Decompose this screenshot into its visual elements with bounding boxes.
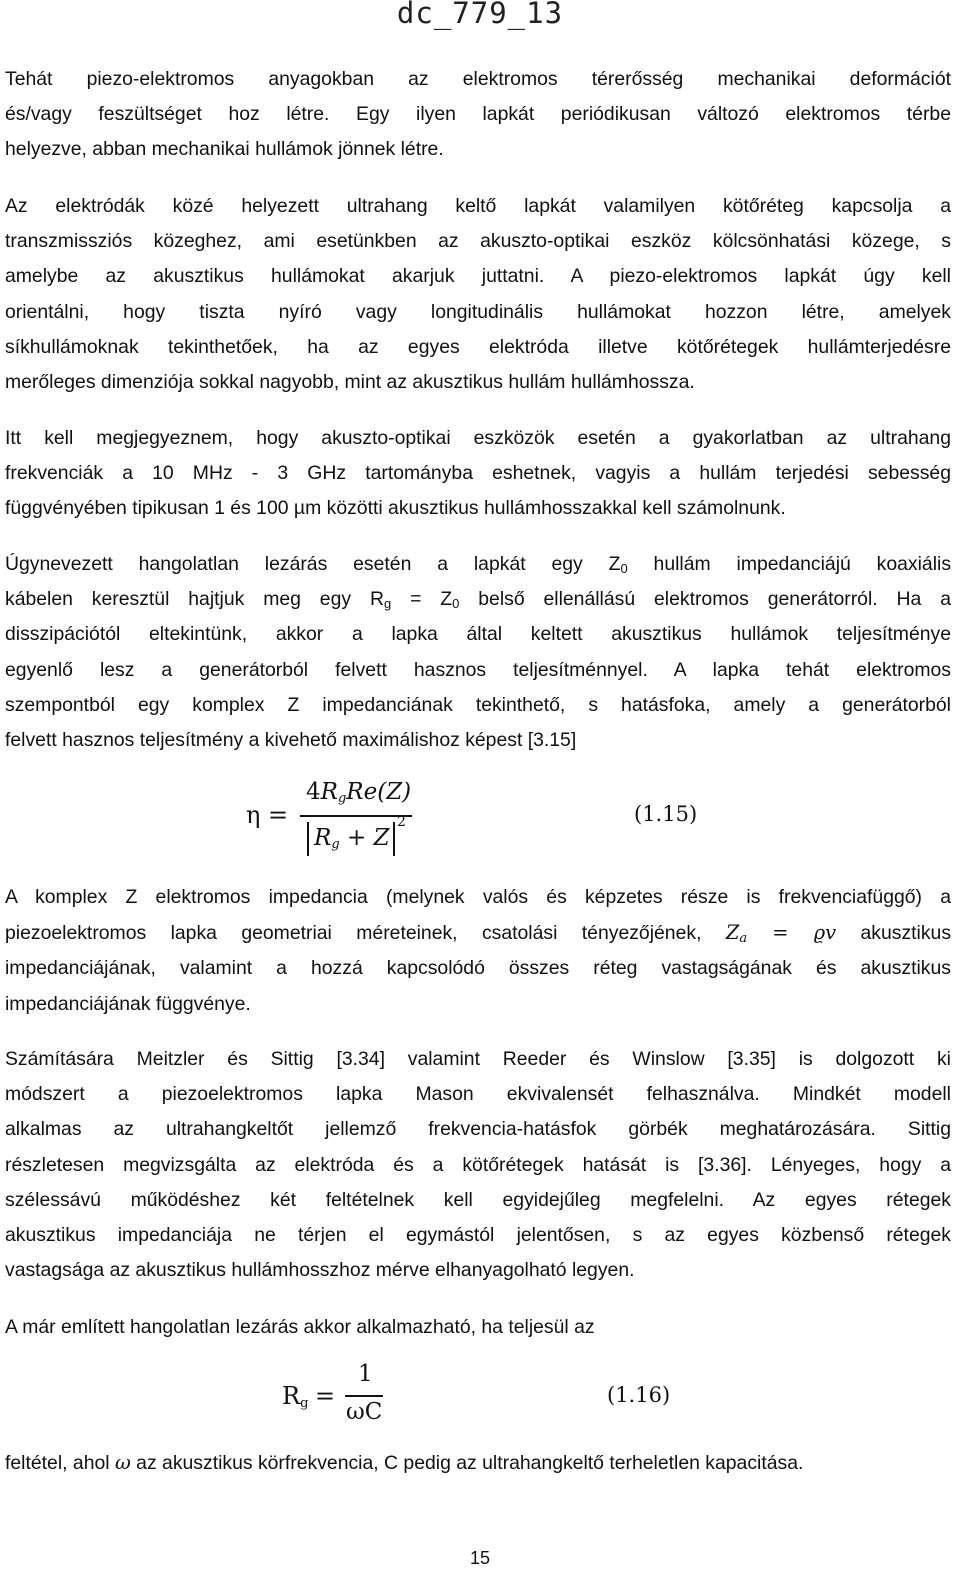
text-segment: akusztikus [860, 922, 952, 945]
eq-denominator: ωC [346, 1399, 383, 1425]
subscript: 0 [452, 596, 460, 612]
paragraph-7 [5, 1310, 951, 1345]
eq-exponent: 2 [397, 814, 406, 830]
eq-symbol: R [282, 1382, 301, 1410]
text-line: felvett hasznos teljesítmény a kivehető maximálishoz képest [3.15] [5, 729, 577, 752]
eq-denominator [314, 825, 390, 851]
eq-coef: 4 [306, 779, 321, 805]
text-line: síkhullámoknak tekinthetőek, ha az egyes elektróda illetve kötőrétegek hullámterjedésre [5, 335, 951, 358]
paragraph-4 [5, 547, 951, 758]
text-line [5, 582, 951, 617]
text-line [5, 1445, 951, 1481]
eq-subscript: g [300, 1396, 309, 1411]
paragraph-1 [5, 62, 951, 168]
text-segment: hullám impedanciájú koaxiális [627, 553, 952, 575]
text-segment: belső ellenállású elektromos generátorról. Ha a [459, 588, 951, 611]
text-segment: piezoelektromos lapka geometriai méreteinek, csatolási tényezőjének, [5, 922, 702, 945]
text-segment: Úgynevezett hangolatlan lezárás esetén a lapkát egy Z [5, 553, 621, 575]
inline-math [725, 921, 837, 947]
paragraph-2 [5, 189, 951, 400]
text-line: transzmissziós közeghez, ami esetünkben az akuszto-optikai eszköz kölcsönhatási közege, s [5, 230, 951, 253]
text-line: szélessávú működéshez két feltételnek kell egyidejűleg megfelelni. Az egyes rétegek [5, 1188, 951, 1211]
text-line [5, 915, 951, 951]
text-line: részletesen megvizsgálta az elektróda és a kötőrétegek hatását is [3.36]. Lényeges, hogy a [5, 1153, 951, 1176]
paragraph-6 [5, 1042, 951, 1288]
text-line: A komplex Z elektromos impedancia (melynek valós és képzetes része is frekvenciafüggő) a [5, 886, 951, 908]
text-segment: = Z [391, 588, 453, 611]
eq-numerator [306, 779, 411, 805]
eq-numerator: 1 [358, 1361, 373, 1387]
text-line: amelybe az akusztikus hullámokat akarjuk juttatni. A piezo-elektromos lapkát úgy kell [5, 265, 951, 288]
math-subscript: a [739, 931, 748, 947]
eq-lhs: η = [246, 801, 289, 829]
eq-subscript: g [331, 837, 340, 852]
text-line: akusztikus impedanciája ne térjen el egymástól jelentősen, s az egyes közbenső rétegek [5, 1224, 951, 1247]
text-line: impedanciájának, valamint a hozzá kapcsolódó összes réteg vastagságának és akusztikus [5, 957, 951, 980]
text-segment: feltétel, ahol [5, 1452, 110, 1474]
text-line: Itt kell megjegyeznem, hogy akuszto-optikai eszközök esetén a gyakorlatban az ultrahang [5, 427, 951, 449]
eq-symbol: + Z [339, 825, 390, 851]
subscript: g [383, 596, 392, 612]
inline-math: ω [114, 1451, 131, 1474]
text-line: frekvenciák a 10 MHz - 3 GHz tartományba eshetnek, vagyis a hullám terjedési sebesség [5, 462, 951, 485]
text-line: merőleges dimenziója sokkal nagyobb, mint az akusztikus hullám hullámhossza. [5, 371, 695, 394]
text-line [5, 547, 951, 582]
text-line: módszert a piezoelektromos lapka Mason ekvivalensét felhasználva. Mindkét modell [5, 1083, 951, 1106]
eq-symbol: Re(Z) [346, 779, 412, 805]
document-id-header: dc_779_13 [396, 0, 564, 30]
paragraph-5 [5, 880, 951, 1022]
text-segment: az akusztikus körfrekvencia, C pedig az ultrahangkeltő terheletlen kapacitása. [136, 1452, 804, 1474]
paragraph-8 [5, 1445, 951, 1481]
text-line: egyenlő lesz a generátorból felvett hasznos teljesítménnyel. A lapka tehát elektromos [5, 658, 951, 681]
text-line: szempontból egy komplex Z impedanciának tekinthető, s hatásfoka, amely a generátorból [5, 693, 951, 716]
text-line: helyezve, abban mechanikai hullámok jönnek létre. [5, 138, 444, 161]
fraction-bar [345, 1395, 383, 1397]
text-line: impedanciájának függvénye. [5, 992, 251, 1015]
text-line: függvényében tipikusan 1 és 100 µm közötti akusztikus hullámhosszakkal kell számolnunk. [5, 497, 786, 520]
eq-subscript: g [337, 791, 347, 806]
subscript: 0 [620, 561, 628, 576]
text-line: Az elektródák közé helyezett ultrahang keltő lapkát valamilyen kötőréteg kapcsolja a [5, 195, 951, 217]
eq-equals: = [315, 1382, 336, 1410]
fraction-bar [300, 815, 412, 817]
paragraph-3 [5, 421, 951, 527]
text-line: vastagsága az akusztikus hullámhosszhoz mérve elhanyagolható legyen. [5, 1259, 635, 1282]
text-line: orientálni, hogy tiszta nyíró vagy longitudinális hullámokat hozzon létre, amelyek [5, 300, 951, 323]
text-line: A már említett hangolatlan lezárás akkor alkalmazható, ha teljesül az [5, 1316, 595, 1338]
text-segment: kábelen keresztül hajtjuk meg egy R [5, 588, 384, 611]
text-line: alkalmas az ultrahangkeltőt jellemző frekvencia-hatásfok görbék meghatározására. Sittig [5, 1118, 951, 1141]
text-line: disszipációtól eltekintünk, akkor a lapka által keltett akusztikus hullámok teljesítménye [5, 623, 951, 646]
page-number: 15 [469, 1548, 491, 1568]
text-line: Számítására Meitzler és Sittig [3.34] valamint Reeder és Winslow [3.35] is dolgozott ki [5, 1048, 951, 1070]
math-symbol: Z [725, 921, 740, 945]
eq-lhs [282, 1382, 308, 1410]
equation-number: (1.15) [634, 802, 698, 826]
math-symbol: = ϱv [747, 921, 837, 945]
abs-bar-left [307, 822, 309, 856]
text-line: és/vagy feszültséget hoz létre. Egy ilyen lapkát periódikusan változó elektromos térbe [5, 103, 951, 126]
equation-number: (1.16) [607, 1383, 671, 1407]
eq-symbol: R [320, 779, 338, 805]
abs-bar-right [393, 822, 395, 856]
text-line: Tehát piezo-elektromos anyagokban az elektromos térerősség mechanikai deformációt [5, 68, 951, 90]
eq-symbol: R [314, 825, 332, 851]
